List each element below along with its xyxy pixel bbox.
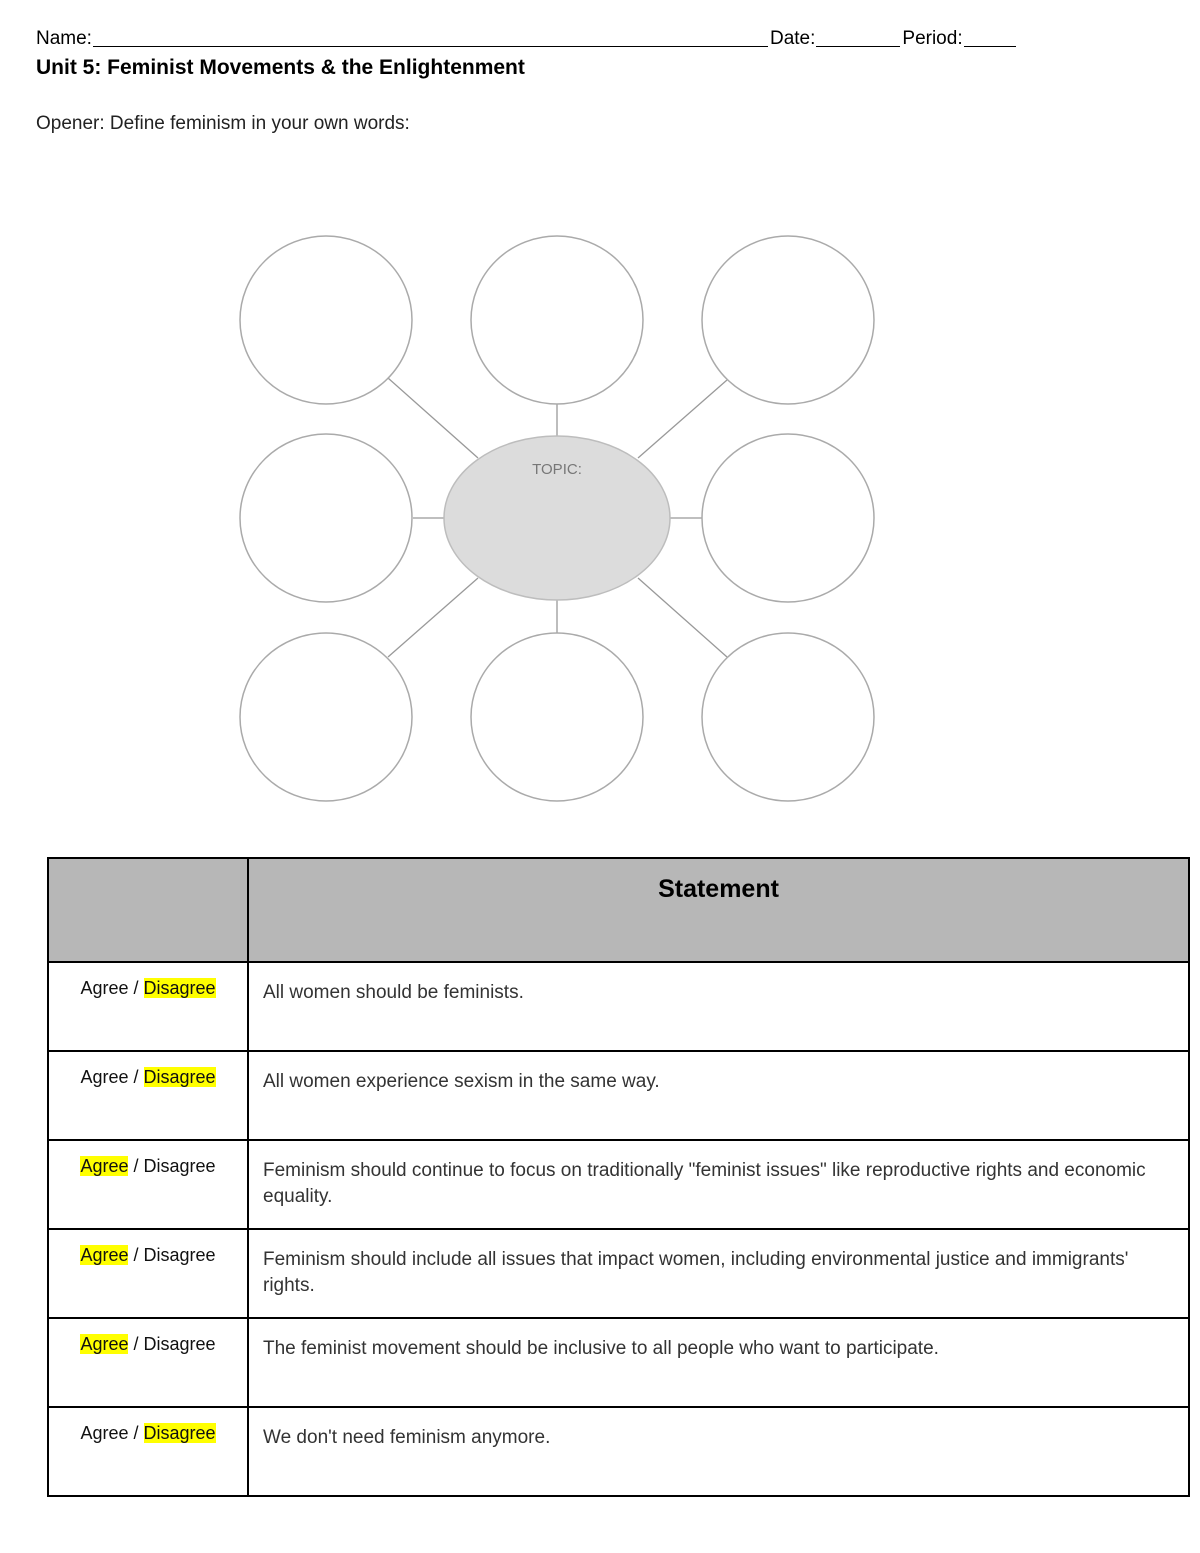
- name-field[interactable]: [93, 28, 768, 47]
- bubble-bottom-left[interactable]: [240, 633, 412, 801]
- table-row: [48, 962, 1189, 1051]
- disagree-option[interactable]: Disagree: [143, 1334, 216, 1354]
- disagree-option[interactable]: Disagree: [143, 978, 216, 998]
- bubble-top-center[interactable]: [471, 236, 643, 404]
- choice-separator: /: [128, 1423, 144, 1443]
- student-info-line: [36, 28, 1036, 52]
- connector-line: [638, 578, 727, 657]
- page-title: Unit 5: Feminist Movements & the Enlightenment: [36, 56, 525, 79]
- date-label: Date:: [769, 28, 816, 49]
- statement-text: We don't need feminism anymore.: [248, 1407, 1189, 1496]
- name-label: Name:: [36, 28, 92, 49]
- period-label: Period:: [902, 28, 963, 49]
- agree-disagree-choice[interactable]: [48, 1229, 248, 1318]
- agree-disagree-table: [47, 857, 1190, 1497]
- bubble-bottom-right[interactable]: [702, 633, 874, 801]
- bubble-map: [230, 228, 890, 812]
- agree-option[interactable]: Agree: [80, 1334, 129, 1354]
- statement-text: All women should be feminists.: [248, 962, 1189, 1051]
- choice-separator: /: [128, 978, 144, 998]
- choice-separator: /: [128, 1156, 144, 1176]
- opener-prompt: Opener: Define feminism in your own words:: [36, 113, 410, 134]
- table-row: [48, 1407, 1189, 1496]
- bubble-middle-left[interactable]: [240, 434, 412, 602]
- agree-option[interactable]: Agree: [80, 1067, 129, 1087]
- statement-text: Feminism should continue to focus on traditionally "feminist issues" like reproductive rights and economic equality.: [248, 1140, 1189, 1229]
- period-field[interactable]: [964, 28, 1016, 47]
- date-field[interactable]: [816, 28, 900, 47]
- table-row: [48, 1318, 1189, 1407]
- agree-disagree-choice[interactable]: [48, 962, 248, 1051]
- choice-column-header: [48, 858, 248, 962]
- choice-separator: /: [128, 1334, 144, 1354]
- connector-line: [388, 578, 478, 657]
- disagree-option[interactable]: Disagree: [143, 1423, 216, 1443]
- bubble-top-right[interactable]: [702, 236, 874, 404]
- agree-option[interactable]: Agree: [80, 978, 129, 998]
- bubble-bottom-center[interactable]: [471, 633, 643, 801]
- topic-label: TOPIC:: [532, 461, 582, 478]
- disagree-option[interactable]: Disagree: [143, 1156, 216, 1176]
- statement-text: The feminist movement should be inclusive to all people who want to participate.: [248, 1318, 1189, 1407]
- disagree-option[interactable]: Disagree: [143, 1067, 216, 1087]
- choice-separator: /: [128, 1245, 144, 1265]
- bubble-middle-right[interactable]: [702, 434, 874, 602]
- agree-disagree-choice[interactable]: [48, 1318, 248, 1407]
- agree-disagree-choice[interactable]: [48, 1051, 248, 1140]
- statement-text: All women experience sexism in the same way.: [248, 1051, 1189, 1140]
- disagree-option[interactable]: Disagree: [143, 1245, 216, 1265]
- table-row: [48, 1140, 1189, 1229]
- statement-text: Feminism should include all issues that impact women, including environmental justice and immigrants' rights.: [248, 1229, 1189, 1318]
- bubble-top-left[interactable]: [240, 236, 412, 404]
- table-row: [48, 1051, 1189, 1140]
- table-row: [48, 1229, 1189, 1318]
- agree-disagree-choice[interactable]: [48, 1140, 248, 1229]
- choice-separator: /: [128, 1067, 144, 1087]
- statement-column-header: Statement: [248, 858, 1189, 962]
- connector-line: [638, 380, 727, 458]
- table-header-row: [48, 858, 1189, 962]
- agree-option[interactable]: Agree: [80, 1156, 129, 1176]
- agree-option[interactable]: Agree: [80, 1423, 129, 1443]
- agree-option[interactable]: Agree: [80, 1245, 129, 1265]
- connector-line: [388, 378, 478, 458]
- agree-disagree-choice[interactable]: [48, 1407, 248, 1496]
